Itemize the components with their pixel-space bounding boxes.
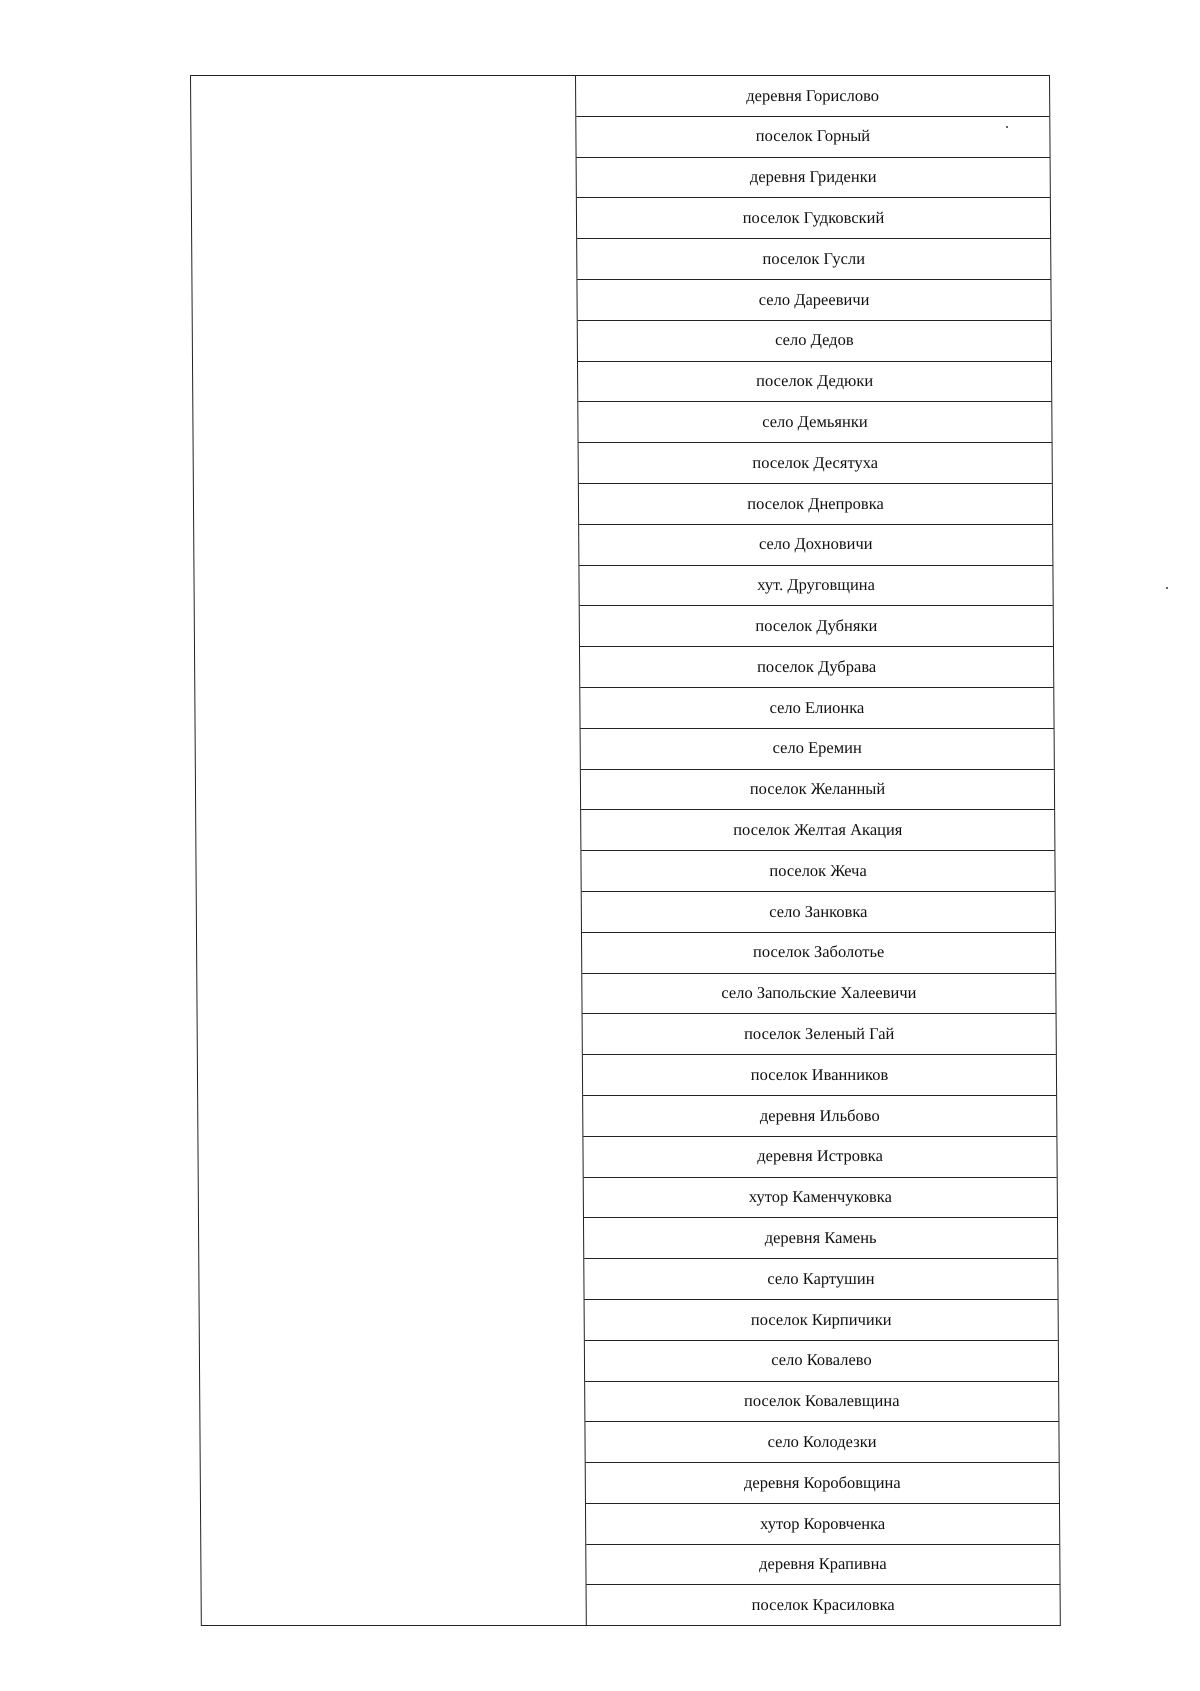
settlement-name: деревня Ильбово [759,1105,880,1125]
table-row [580,688,1053,729]
table-row [579,484,1052,525]
settlement-name: село Еремин [772,738,862,758]
table-row [585,1341,1058,1382]
settlement-name: хут. Друговщина [757,575,875,595]
settlement-name: поселок Десятуха [752,452,879,472]
table-row [579,525,1052,566]
table-row [585,1382,1058,1423]
settlement-name: село Демьянки [762,412,868,432]
settlement-name: деревня Гриденки [749,167,877,187]
settlement-name: село Дохновичи [758,534,873,554]
settlement-list [576,76,1060,1625]
table-row [577,198,1050,239]
settlement-name: поселок Дубрава [756,656,877,676]
table-row [579,443,1052,484]
settlement-name: село Колодезки [767,1431,877,1451]
table-row [580,647,1053,688]
table-row [582,933,1055,974]
table-row [580,606,1053,647]
table-row [586,1463,1059,1504]
settlement-name: село Дареевичи [758,289,870,309]
table-row [585,1300,1058,1341]
settlement-name: деревня Истровка [757,1146,883,1166]
table-row [581,770,1054,811]
table-row [586,1545,1059,1586]
settlements-table [190,75,1061,1626]
settlement-name: поселок Красиловка [751,1595,895,1615]
settlement-name: село Занковка [769,901,868,921]
settlement-name: деревня Горислово [746,85,880,105]
settlement-name: поселок Желанный [749,779,886,799]
settlement-name: хутор Каменчуковка [748,1187,892,1207]
settlement-name: поселок Гусли [762,248,866,268]
settlement-name: поселок Дубняки [755,616,878,635]
settlement-name: поселок Жеча [769,860,867,880]
table-row [582,974,1055,1015]
scan-speck [1166,587,1168,589]
table-row [583,1096,1056,1137]
table-row [583,1137,1056,1178]
table-row [584,1259,1057,1300]
table-row [586,1504,1059,1545]
table-row [583,1055,1056,1096]
settlement-name: поселок Заболотье [752,942,885,962]
settlement-name: поселок Горный [755,126,871,146]
settlement-name: поселок Дедюки [756,371,874,391]
table-row [584,1178,1057,1219]
table-row [584,1218,1057,1259]
table-row [579,566,1052,607]
table-row [583,1014,1056,1055]
settlement-name: село Дедов [775,330,854,350]
table-row [578,402,1051,443]
table-row [585,1422,1058,1463]
table-row [587,1585,1060,1625]
settlement-name: поселок Желтая Акация [733,819,903,839]
table-row [582,892,1055,933]
settlement-name: деревня Крапивна [759,1554,887,1574]
settlement-name: хутор Коровченка [759,1513,886,1533]
settlement-name: поселок Иванников [750,1064,889,1084]
settlement-name: деревня Камень [764,1227,877,1247]
settlement-name: село Запольские Халеевичи [721,983,917,1003]
settlement-name: поселок Гудковский [742,208,885,228]
table-row [578,362,1051,403]
table-row [576,76,1049,117]
table-row [581,851,1054,892]
settlement-name: село Картушин [767,1268,875,1288]
table-row [577,239,1050,280]
table-row [581,810,1054,851]
scan-speck [1006,126,1008,128]
settlement-name: поселок Кирпичики [750,1309,892,1329]
table-row [578,321,1051,362]
settlement-name: поселок Ковалевщина [743,1391,900,1411]
settlement-name: поселок Зеленый Гай [743,1023,895,1043]
settlement-name: деревня Коробовщина [743,1472,901,1492]
table-row [581,729,1054,770]
settlement-name: поселок Днепровка [747,493,884,513]
table-row [577,280,1050,321]
settlement-name: село Елионка [769,697,865,717]
settlement-name: село Ковалево [771,1350,872,1370]
merged-left-cell [191,76,587,1625]
table-row [576,117,1049,158]
table-row [577,158,1050,199]
